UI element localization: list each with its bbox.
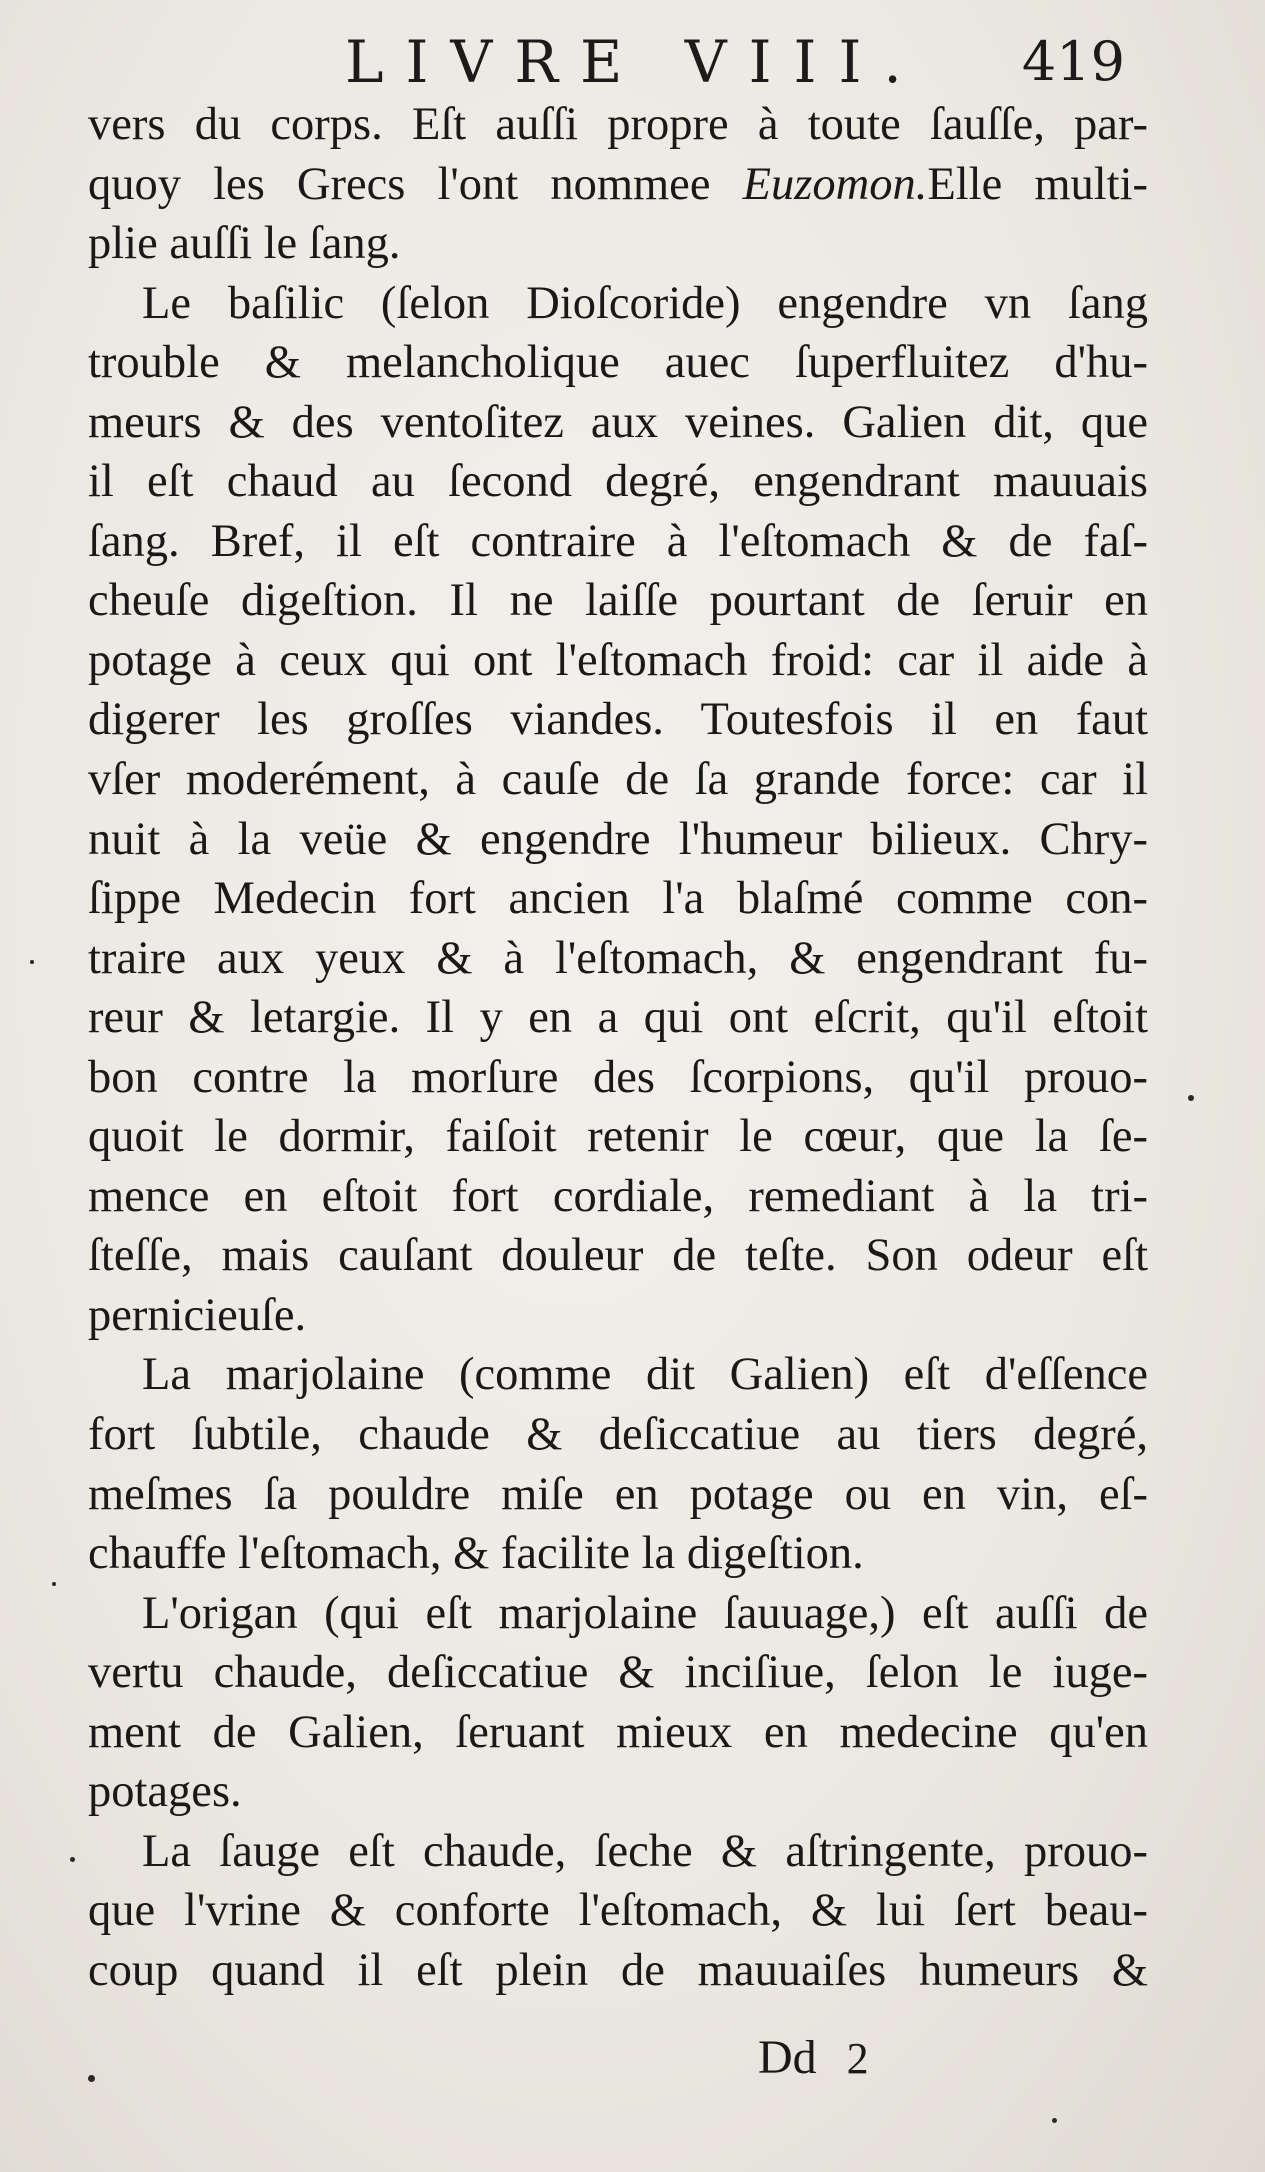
paper-speck xyxy=(30,960,34,964)
text-line: trouble & melancholique auec ſuperfluitez d'hu- xyxy=(88,337,1148,389)
text-line: ſang. Bref, il eſt contraire à l'eſtomach & de faſ- xyxy=(88,515,1148,567)
text-line: il eſt chaud au ſecond degré, engendrant mauuais xyxy=(88,456,1148,508)
text-line: cheuſe digeſtion. Il ne laiſſe pourtant de ſeruir en xyxy=(88,575,1148,627)
paper-speck xyxy=(70,1857,75,1862)
text-line: plie auſſi le ſang. xyxy=(88,218,401,270)
text-line: vers du corps. Eſt auſſi propre à toute ſauſſe, par- xyxy=(88,99,1148,150)
text-line: potages. xyxy=(88,1766,242,1818)
paper-speck xyxy=(1052,2118,1057,2123)
paper-speck xyxy=(1188,1095,1194,1101)
paragraph-start-line: L'origan (qui eſt marjolaine ſauuage,) eſt auſſi de xyxy=(142,1587,1148,1639)
signature-number: 2 xyxy=(846,2034,869,2083)
paper-speck xyxy=(52,1582,56,1586)
text-line: pernicieuſe. xyxy=(88,1289,307,1341)
text-line: meſmes ſa pouldre miſe en potage ou en vin, eſ- xyxy=(88,1468,1148,1520)
text-line: ment de Galien, ſeruant mieux en medecine qu'en xyxy=(88,1706,1148,1758)
text-line: que l'vrine & conforte l'eſtomach, & lui ſert beau- xyxy=(88,1885,1148,1937)
signature-letters: Dd xyxy=(758,2031,817,2084)
text-line xyxy=(88,155,1148,215)
running-title: LIVRE VIII. xyxy=(345,28,924,96)
text-line: digerer les groſſes viandes. Toutesfois il en faut xyxy=(88,694,1148,746)
text-line: ſippe Medecin fort ancien l'a blaſmé comme con- xyxy=(88,873,1148,925)
text-line: nuit à la veüe & engendre l'humeur bilieux. Chry- xyxy=(88,813,1148,865)
text-line: mence en eſtoit fort cordiale, remediant à la tri- xyxy=(88,1170,1148,1222)
paragraph-start-line: La ſauge eſt chaude, ſeche & aſtringente, prouo- xyxy=(142,1825,1148,1877)
text-span: Elle multi- xyxy=(927,158,1149,210)
text-line: coup quand il eſt plein de mauuaiſes humeurs & xyxy=(88,1944,1148,1996)
text-line: fort ſubtile, chaude & deſiccatiue au tiers degré, xyxy=(88,1409,1148,1461)
text-line: quoit le dormir, faiſoit retenir le cœur, que la ſe- xyxy=(88,1111,1148,1163)
text-line: traire aux yeux & à l'eſtomach, & engendrant fu- xyxy=(88,932,1148,984)
signature-mark xyxy=(758,2030,869,2085)
paragraph-start-line: La marjolaine (comme dit Galien) eſt d'eſſence xyxy=(142,1349,1148,1401)
text-line: bon contre la morſure des ſcorpions, qu'il prouo- xyxy=(88,1051,1148,1103)
text-line: reur & letargie. Il y en a qui ont eſcrit, qu'il eſtoit xyxy=(88,992,1148,1044)
page-number: 419 xyxy=(1021,30,1125,93)
text-line: vertu chaude, deſiccatiue & inciſiue, ſelon le iuge- xyxy=(88,1647,1148,1699)
text-line: ſteſſe, mais cauſant douleur de teſte. Son odeur eſt xyxy=(88,1230,1148,1282)
italic-word: Euzomon. xyxy=(742,158,928,210)
text-line: chauffe l'eſtomach, & facilite la digeſtion. xyxy=(88,1528,864,1580)
body-text xyxy=(88,95,1148,2001)
paper-speck xyxy=(88,2075,95,2082)
paragraph-start-line: Le baſilic (ſelon Dioſcoride) engendre vn ſang xyxy=(142,277,1148,329)
text-line: meurs & des ventoſitez aux veines. Galien dit, que xyxy=(88,396,1148,448)
text-line: vſer moderément, à cauſe de ſa grande force: car il xyxy=(88,754,1148,806)
page-header xyxy=(345,22,1125,102)
text-line: potage à ceux qui ont l'eſtomach froid: car il aide à xyxy=(88,634,1148,686)
text-span: quoy les Grecs l'ont nommee xyxy=(88,158,711,210)
